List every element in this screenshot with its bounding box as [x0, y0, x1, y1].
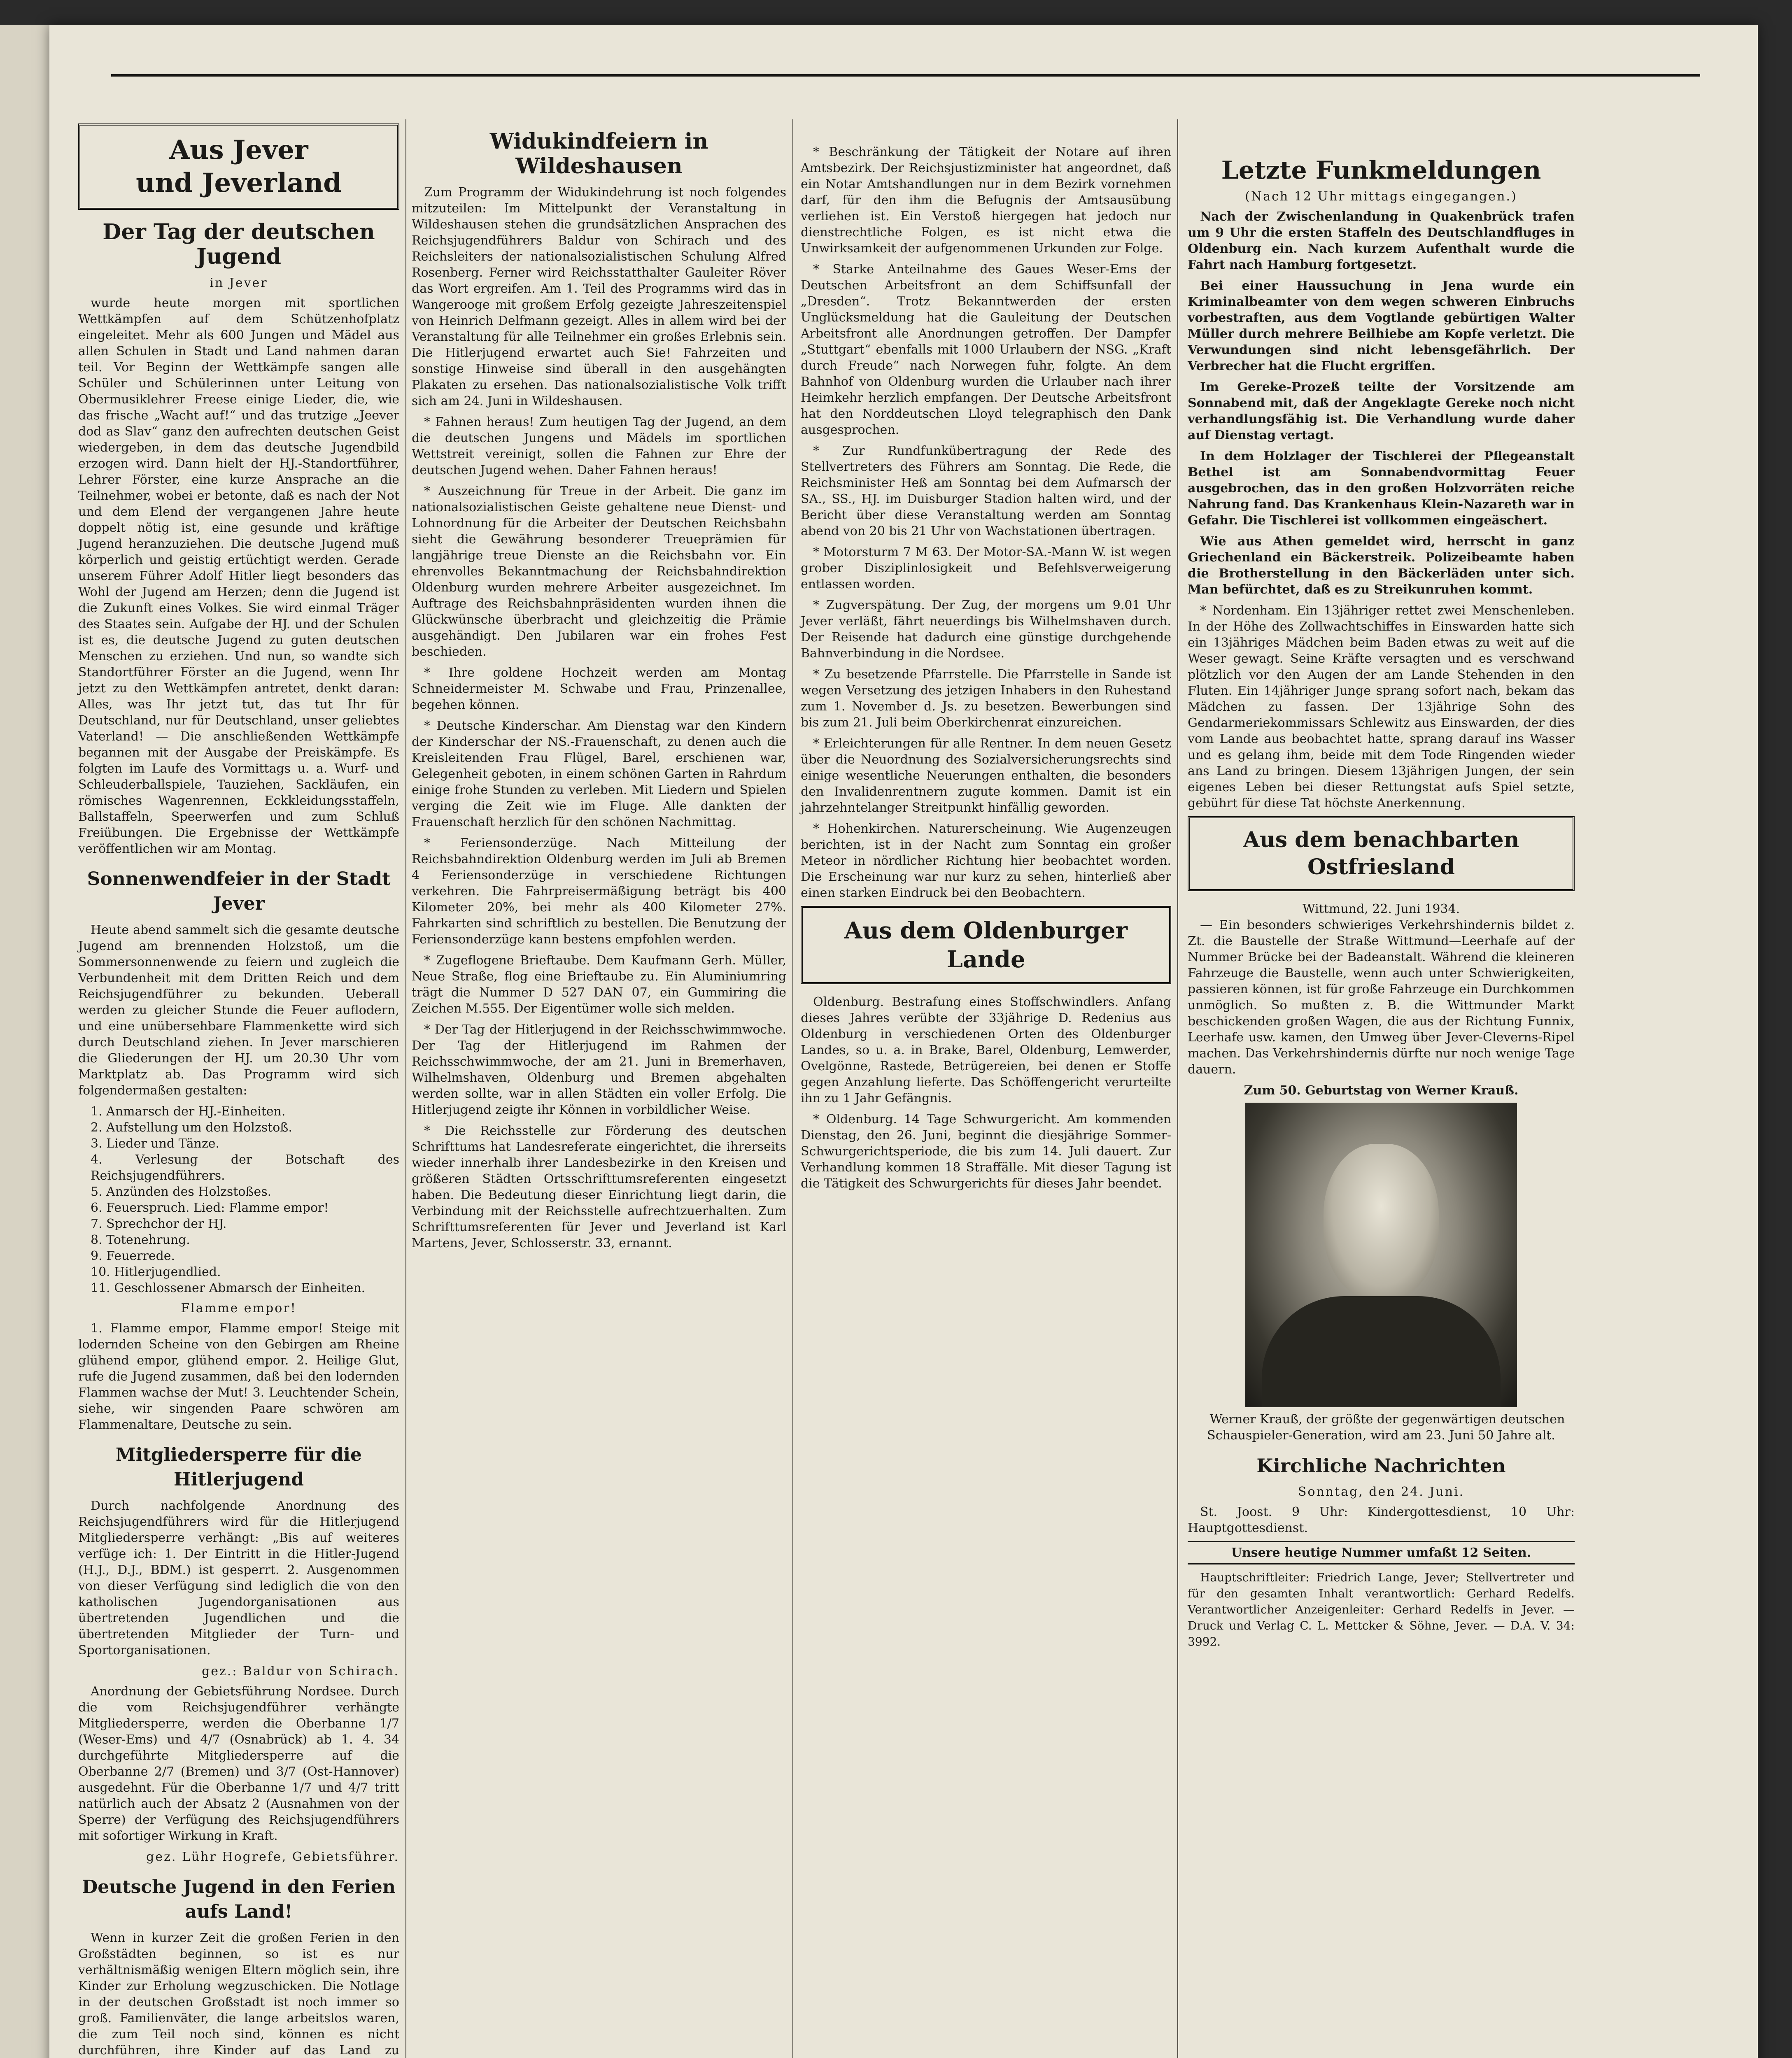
program-item: 4. Verlesung der Botschaft des Reichsjugendführers. — [91, 1152, 399, 1183]
imprint: Hauptschriftleiter: Friedrich Lange, Jever; Stellvertreter und für den gesamten Inhalt verantwortlich: Gerhard Redelfs. Verantwortlicher Anzeigenleiter: Gerhard Redelfs in Jever. — Druck und Verlag C. L. Mettcker & Söhne, Jever. — D.A. V. 34: 3992. — [1188, 1571, 1575, 1648]
column-2 — [412, 119, 786, 1256]
program-item: 8. Totenehrung. — [91, 1233, 190, 1247]
article-text: * Erleichterungen für alle Rentner. In dem neuen Gesetz über die Neuordnung des Sozialversicherungsrechts sind einige wesentliche Neuerungen enthalten, die besonders den Invalidenrentnern zugute kommen. Damit ist ein jahrzehntelanger Streitpunkt hinfällig geworden. — [801, 736, 1171, 815]
headline-funkmeldungen: Letzte Funkmeldungen — [1221, 156, 1541, 185]
article-text: * Zugverspätung. Der Zug, der morgens um 9.01 Uhr Jever verläßt, fährt neuerdings bis Wilhelmshaven durch. Der Reisende hat dadurch eine günstige durchgehende Bahnverbindung in die Nordsee. — [801, 598, 1171, 661]
headline-sub: (Nach 12 Uhr mittags eingegangen.) — [1245, 189, 1517, 204]
article-text: * Oldenburg. 14 Tage Schwurgericht. Am kommenden Dienstag, den 26. Juni, beginnt die diesjährige Sommer-Schwurgerichtsperiode, die bis zum 14. Juli dauert. Zur Verhandlung kommen 18 Straffälle. Mit dieser Tagung ist die Tätigkeit des Schwurgerichts für dieses Jahr beendet. — [801, 1112, 1171, 1191]
article-text: * Starke Anteilnahme des Gaues Weser-Ems der Deutschen Arbeitsfront an dem Schiffsunfall der „Dresden“. Trotz Bekanntwerden der ersten Unglücksmeldung hat die Gauleitung der Deutschen Arbeitsfront alle Anordnungen getroffen. Der Dampfer „Stuttgart“ ebenfalls mit 1000 Urlaubern der NSG. „Kraft durch Freude“ nach Norwegen fuhr, folgte. An dem Bahnhof von Oldenburg wurden die Urlauber nach ihrer Heimkehr herzlich empfangen. Der Deutsche Arbeitsfront hat den Norddeutschen Lloyd telegraphisch den Dank ausgesprochen. — [801, 262, 1171, 437]
article-text: * Hohenkirchen. Naturerscheinung. Wie Augenzeugen berichten, ist in der Nacht zum Sonntag ein großer Meteor in nördlicher Richtung hier beobachtet worden. Die Erscheinung war nur kurz zu sehen, hinterließ aber einen starken Eindruck bei den Beobachtern. — [801, 822, 1171, 900]
article-text: * Nordenham. Ein 13jähriger rettet zwei Menschenleben. In der Höhe des Zollwachtschiffes in Einswarden hatte sich ein 13jähriges Mädchen beim Baden etwas zu weit auf die Weser gewagt. Seine Kräfte versagten und es verschwand plötzlich vor den Augen der am Lande Stehenden in den Fluten. Ein 14jähriger Junge sprang sofort nach, bekam das Mädchen zu fassen. Der 13jährige Sohn des Gendarmeriekommissars Schlewitz aus Einswarden, der dies vom Lande aus beobachtet hatte, sprang darauf ins Wasser und es gelang ihm, beide mit dem Tode Ringenden wieder ans Land zu bringen. Diesem 13jährigen Jungen, der sein eigenes Leben bei dieser Rettungstat aufs Spiel setzte, gebührt für diese Tat höchste Anerkennung. — [1188, 603, 1575, 810]
portrait-coat — [1262, 1296, 1501, 1407]
column-rule — [1177, 119, 1178, 2058]
article-text: * Zur Rundfunkübertragung der Rede des Stellvertreters des Führers am Sonntag. Die Rede, die Reichsminister Heß am Sonntag bei dem Aufmarsch der SA., SS., HJ. im Duisburger Stadion halten wird, und der Bericht über diese Veranstaltung werden am Sonntag abend von 20 bis 21 Uhr von Wachstationen übertragen. — [801, 444, 1171, 538]
article-text: * Der Tag der Hitlerjugend in der Reichsschwimmwoche. Der Tag der Hitlerjugend im Rahmen der Reichsschwimmwoche, der am 21. Juni in Bremerhaven, Wilhelmshaven, Oldenburg und Bremen abgehalten werden sollte, war in allen Städten ein voller Erfolg. Die Hitlerjugend zeigte ihr Können in vorbildlicher Weise. — [412, 1022, 786, 1117]
program-item: 9. Feuerrede. — [91, 1249, 175, 1263]
program-item: 11. Geschlossener Abmarsch der Einheiten. — [91, 1281, 366, 1295]
article-text: * Ihre goldene Hochzeit werden am Montag Schneidermeister M. Schwabe und Frau, Prinzenallee, begehen können. — [412, 666, 786, 712]
church-notice: St. Joost. 9 Uhr: Kindergottesdienst, 10 Uhr: Hauptgottesdienst. — [1188, 1505, 1575, 1535]
masthead-line-1: Aus Jever — [169, 135, 308, 165]
headline-sonnenwendfeier: Sonnenwendfeier in der Stadt Jever — [87, 868, 391, 914]
headline-sub: in Jever — [210, 276, 268, 290]
column-rule — [405, 119, 406, 2058]
article-text: Durch nachfolgende Anordnung des Reichsjugendführers wird für die Hitlerjugend Mitgliedersperre verhängt: „Bis auf weiteres verfüge ich: 1. Der Eintritt in die Hitler-Jugend (H.J., D.J., BDM.) ist gesperrt. 2. Ausgenommen von dieser Verfügung sind lediglich die von den katholischen Jugendorganisationen aus übertretenden Jugendlichen und die übertretenden Mitglieder der Turn- und Sportorganisationen. — [78, 1499, 399, 1658]
headline-ferien-aufs-land: Deutsche Jugend in den Ferien aufs Land! — [82, 1876, 396, 1922]
section-oldenburger-lande — [801, 906, 1171, 984]
program-item: 6. Feuerspruch. Lied: Flamme empor! — [91, 1201, 329, 1215]
portrait-face — [1324, 1144, 1439, 1300]
poem-text: 1. Flamme empor, Flamme empor! Steige mit lodernden Scheine von den Gebirgen am Rheine glühend empor, glühend empor. 2. Heilige Glut, rufe die Jugend zusammen, daß bei den lodernden Flammen wachse der Mut! 3. Leuchtender Schein, siehe, wir singenden Paare schwören am Flammenaltare, Deutsche zu sein. — [78, 1321, 399, 1432]
article-text: * Motorsturm 7 M 63. Der Motor-SA.-Mann W. ist wegen grober Disziplinlosigkeit und Befehlsverweigerung entlassen worden. — [801, 545, 1171, 591]
article-text: wurde heute morgen mit sportlichen Wettkämpfen auf dem Schützenhofplatz eingeleitet. Mehr als 600 Jungen und Mädel aus allen Schulen in Stadt und Land nahmen daran teil. Vor Beginn der Wettkämpfe sangen alle Schüler und Schülerinnen unter Leitung von Obermusiklehrer Freese einige Lieder, die, wie das frische „Wacht auf!“ und das trutzige „Jeever dod as Slav“ ganz den aufrechten deutschen Geist wiedergeben, in dem das deutsche Jugendbild erzogen wird. Dann hielt der HJ.-Standortführer, Lehrer Förster, eine kurze Ansprache an die Teilnehmer, wobei er betonte, daß es nach der Not und dem Elend der vergangenen Jahre heute doppelt nötig ist, eine gesunde und kräftige Jugend heranzuziehen. Die deutsche Jugend muß körperlich und geistig ertüchtigt werden. Gerade unserem Führer Adolf Hitler liegt besonders das Wohl der Jugend am Herzen; denn die Jugend ist die Zukunft eines Volkes. Sie wird einmal Träger des Staates sein. Aufgabe der HJ. und der Schulen ist es, die deutsche Jugend zu guten deutschen Menschen zu erziehen. Und nun, so wandte sich Standortführer Förster an die Jugend, wenn Ihr jetzt zu den Wettkämpfen antretet, denkt daran: Alles, was Ihr jetzt tut, das tut Ihr für Deutschland, nur für Deutschland, unser geliebtes Vaterland! — Die anschließenden Wettkämpfe begannen mit der Ausgabe der Preiskämpfe. Es folgten im Laufe des Vormittags u. a. Wurf- und Schleuderballspiele, Tauziehen, Sackläufen, ein römisches Wagenrennen, Eckkleidungsstaffeln, Ballstaffeln, Speerwerfen und zum Schluß Freiübungen. Die Ergebnisse der Wettkämpfe veröffentlichen wir am Montag. — [78, 296, 399, 856]
program-item: 3. Lieder und Tänze. — [91, 1136, 220, 1151]
article-text: * Die Reichsstelle zur Förderung des deutschen Schrifttums hat Landesreferate eingerichtet, die ihrerseits wieder innerhalb ihrer Landesbezirke in den Kreisen und größeren Städten Ortsschrifttumsreferenten eingesetzt haben. Die Bedeutung dieser Einrichtung liegt darin, die Verbindung mit der Reichsstelle aufrechtzuerhalten. Zum Schrifttumsreferenten für Jever und Jeverland ist Karl Martens, Jever, Schlosserstr. 33, ernannt. — [412, 1124, 786, 1250]
news-item: In dem Holzlager der Tischlerei der Pflegeanstalt Bethel ist am Sonnabendvormittag Feuer ausgebrochen, das in den großen Holzvorräten reiche Nahrung fand. Das Krankenhaus Klein-Nazareth war in Gefahr. Die Tischlerei ist vollkommen eingeäschert. — [1188, 449, 1575, 528]
program-item: 1. Anmarsch der HJ.-Einheiten. — [91, 1104, 286, 1119]
article-text: * Beschränkung der Tätigkeit der Notare auf ihren Amtsbezirk. Der Reichsjustizminister hat angeordnet, daß ein Notar Amtshandlungen nur in dem Bezirk vornehmen darf, für den ihm die Befugnis der Amtsausübung verliehen ist. Ein Verstoß hiergegen hat jedoch nur dienstrechtliche Folgen, es ist nicht etwa die Unwirksamkeit der aufgenommenen Urkunden zur Folge. — [801, 145, 1171, 256]
section-masthead-jever — [78, 123, 399, 210]
news-item: Nach der Zwischenlandung in Quakenbrück trafen um 9 Uhr die ersten Staffeln des Deutschlandfluges in Oldenburg ein. Nach kurzem Aufenthalt wurde die Fahrt nach Hamburg fortgesetzt. — [1188, 210, 1575, 272]
article-text: * Auszeichnung für Treue in der Arbeit. Die ganz im nationalsozialistischen Geiste gehaltene neue Dienst- und Lohnordnung für die Arbeiter der Deutschen Reichsbahn sieht die Gewährung besonderer Treueprämien für langjährige treue Dienste an die Reichsbahn vor. Ein ehrenvolles Bekanntmachung der Reichsbahndirektion Oldenburg wurden mehrere Arbeiter ausgezeichnet. Im Auftrage des Reichsbahnpräsidenten wurden ihnen die Glückwünsche überbracht und gleichzeitig die Prämie ausgehändigt. Den Jubilaren war ein frohes Fest beschieden. — [412, 484, 786, 659]
article-text: Wenn in kurzer Zeit die großen Ferien in den Großstädten beginnen, so ist es nur verhältnismäßig wenigen Eltern möglich sein, ihre Kinder zur Erholung wegzuschicken. Die Notlage in der deutschen Großstadt ist noch immer so groß. Familienväter, die lange arbeitslos waren, die zum Teil noch sind, können es nicht durchführen, ihre Kinder auf das Land zu — [78, 1931, 399, 2058]
photo-caption: Werner Krauß, der größte der gegenwärtigen deutschen Schauspieler-Generation, wird am 23. Juni 50 Jahre alt. — [1207, 1412, 1565, 1443]
news-item: Im Gereke-Prozeß teilte der Vorsitzende am Sonnabend mit, daß der Angeklagte Gereke noch nicht verhandlungsfähig ist. Die Verhandlung wurde daher auf Dienstag vertagt. — [1188, 380, 1575, 442]
program-item: 7. Sprechchor der HJ. — [91, 1217, 227, 1231]
news-item: Wie aus Athen gemeldet wird, herrscht in ganz Griechenland ein Bäckerstreik. Polizeibeamte haben die Brotherstellung in den Bäckerläden unter sich. Man befürchtet, daß es zu Streikunruhen kommt. — [1188, 534, 1575, 597]
headline-widukindfeiern: Widukindfeiern in Wildeshausen — [489, 129, 708, 179]
headline-sub: Sonntag, den 24. Juni. — [1298, 1485, 1465, 1499]
column-3 — [801, 144, 1171, 1197]
box-line-2: Ostfriesland — [1307, 854, 1455, 880]
program-item: 5. Anzünden des Holzstoßes. — [91, 1185, 272, 1199]
box-line-1: Aus dem Oldenburger — [844, 917, 1128, 944]
dateline: Wittmund, 22. Juni 1934. — [1302, 902, 1460, 916]
column-rule — [792, 119, 793, 2058]
article-text: Zum Programm der Widukindehrung ist noch folgendes mitzuteilen: Im Mittelpunkt der Veranstaltung in Wildeshausen stehen die grundsätzlichen Ansprachen des Reichsjugendführers Baldur von Schirach und des Reichsleiters der nationalsozialistischen Schulung Alfred Rosenberg. Ferner wird Reichsstatthalter Gauleiter Röver das Wort ergreifen. Am 1. Teil des Programms wird das in Wangerooge mit großem Erfolg gezeigte Jahreszeitenspiel von Heinrich Delfmann gezeigt. Alles in allem wird bei der Veranstaltung für alle Teilnehmer ein großes Erlebnis sein. Die Hitlerjugend erwartet auch Sie! Fahrzeiten und sonstige Hinweise sind überall in den ausgehängten Plakaten zu ersehen. Das nationalsozialistische Volk trifft sich am 24. Juni in Wildeshausen. — [412, 185, 786, 408]
article-text: * Deutsche Kinderschar. Am Dienstag war den Kindern der Kinderschar der NS.-Frauenschaft, zu denen auch die Kreisleitenden Frau Flügel, Barel, erschienen war, Gelegenheit geboten, in einem schönen Garten in Rahrdum einige frohe Stunden zu verleben. Mit Liedern und Spielen verging die Zeit wie im Fluge. Alle dankten der Frauenschaft herzlich für den schönen Nachmittag. — [412, 719, 786, 829]
news-item: Bei einer Haussuchung in Jena wurde ein Kriminalbeamter von dem wegen schweren Einbruchs vorbestraften, aus dem Vogtlande gebürtigen Walter Müller durch mehrere Beilhiebe am Kopfe verletzt. Die Verwundungen sind nicht lebensgefährlich. Der Verbrecher hat die Flucht ergriffen. — [1188, 279, 1575, 373]
article-text: * Feriensonderzüge. Nach Mitteilung der Reichsbahndirektion Oldenburg werden im Juli ab Bremen 4 Feriensonderzüge in verschiedene Richtungen verkehren. Die Fahrpreisermäßigung beträgt bis 400 Kilometer 20%, bei mehr als 400 Kilometer 27%. Fahrkarten sind schriftlich zu bestellen. Die Benutzung der Feriensonderzüge kann bestens empfohlen werden. — [412, 836, 786, 947]
column-4 — [1188, 148, 1575, 1655]
program-item: 10. Hitlerjugendlied. — [91, 1265, 221, 1279]
box-line-2: Lande — [946, 946, 1025, 973]
article-text: * Zu besetzende Pfarrstelle. Die Pfarrstelle in Sande ist wegen Versetzung des jetzigen Inhabers in den Ruhestand zum 1. November d. Js. zu besetzen. Bewerbungen sind bis zum 21. Juli beim Oberkirchenrat einzureichen. — [801, 667, 1171, 730]
article-text: * Fahnen heraus! Zum heutigen Tag der Jugend, an dem die deutschen Jungens und Mädels im sportlichen Wettstreit vereinigt, sollen die Fahnen zur Ehre der deutschen Jugend wehen. Daher Fahnen heraus! — [412, 415, 786, 477]
article-text: Oldenburg. Bestrafung eines Stoffschwindlers. Anfang dieses Jahres verübte der 33jährige D. Redenius aus Oldenburg in verschiedenen Orten des Oldenburger Landes, so u. a. in Brake, Barel, Oldenburg, Lemwerder, Ovelgönne, Rastede, Betrügereien, bei denen er Stoffe gegen Anzahlung lieferte. Das Schöffengericht verurteilte ihn zu 1 Jahr Gefängnis. — [801, 995, 1171, 1106]
section-ostfriesland — [1188, 816, 1575, 891]
top-rule — [111, 74, 1700, 77]
program-item: 2. Aufstellung um den Holzstoß. — [91, 1120, 292, 1135]
signature: gez.: Baldur von Schirach. — [202, 1664, 399, 1679]
article-text: Anordnung der Gebietsführung Nordsee. Durch die vom Reichsjugendführer verhängte Mitgliedersperre, werden die Oberbanne 1/7 (Weser-Ems) und 4/7 (Osnabrück) ab 1. 4. 34 durchgeführte Mitgliedersperre auf die Oberbanne 2/7 (Bremen) und 3/7 (Ost-Hannover) ausgedehnt. Für die Oberbanne 1/7 und 4/7 tritt natürlich auch der Absatz 2 (Ausnahmen von der Sperre) der Verfügung des Reichsjugendführers mit sofortiger Wirkung in Kraft. — [78, 1684, 399, 1843]
masthead-line-2: und Jeverland — [136, 168, 342, 198]
headline-tag-der-jugend: Der Tag der deutschen Jugend — [103, 219, 375, 269]
page-count-notice: Unsere heutige Nummer umfaßt 12 Seiten. — [1188, 1541, 1575, 1564]
headline-kirchliche-nachrichten: Kirchliche Nachrichten — [1256, 1455, 1506, 1477]
article-text: * Zugeflogene Brieftaube. Dem Kaufmann Gerh. Müller, Neue Straße, flog eine Brieftaube zu. Ein Aluminiumring trägt die Nummer D 527 DAN 07, ein Gummiring die Zeichen M.555. Der Eigentümer wolle sich melden. — [412, 953, 786, 1016]
headline-mitgliedersperre: Mitgliedersperre für die Hitlerjugend — [116, 1444, 362, 1490]
signature: gez. Lühr Hogrefe, Gebietsführer. — [146, 1850, 399, 1864]
portrait-photo — [1245, 1103, 1517, 1407]
program-list — [91, 1103, 399, 1296]
article-text: Heute abend sammelt sich die gesamte deutsche Jugend am brennenden Holzstoß, um die Sommersonnenwende zu feiern und zugleich die Verbundenheit mit dem Dritten Reich und dem Reichsjugendführer zu bekunden. Ueberall werden zu gleicher Stunde die Feuer auflodern, und eine unübersehbare Flammenkette wird sich durch Deutschland ziehen. In Jever marschieren die Gliederungen der HJ. um 20.30 Uhr vom Marktplatz ab. Das Programm wird sich folgendermaßen gestalten: — [78, 923, 399, 1098]
column-1 — [78, 119, 399, 2058]
poem-title: Flamme empor! — [181, 1301, 297, 1315]
box-line-1: Aus dem benachbarten — [1243, 827, 1519, 852]
photo-caption-top: Zum 50. Geburtstag von Werner Krauß. — [1244, 1083, 1519, 1098]
article-text: — Ein besonders schwieriges Verkehrshindernis bildet z. Zt. die Baustelle der Straße Wittmund—Leerhafe auf der Nummer Brücke bei der Badeanstalt. Während die kleineren Fahrzeuge die Baustelle, wenn auch unter Schwierigkeiten, passieren können, ist für große Fahrzeuge ein Durchkommen unmöglich. So mußten z. B. die Wittmunder Markt beschickenden großen Wagen, die aus der Richtung Funnix, Leerhafe usw. kamen, den Umweg über Jever-Cleverns-Ripel machen. Das Verkehrshindernis dürfte nur noch wenige Tage dauern. — [1188, 918, 1575, 1077]
